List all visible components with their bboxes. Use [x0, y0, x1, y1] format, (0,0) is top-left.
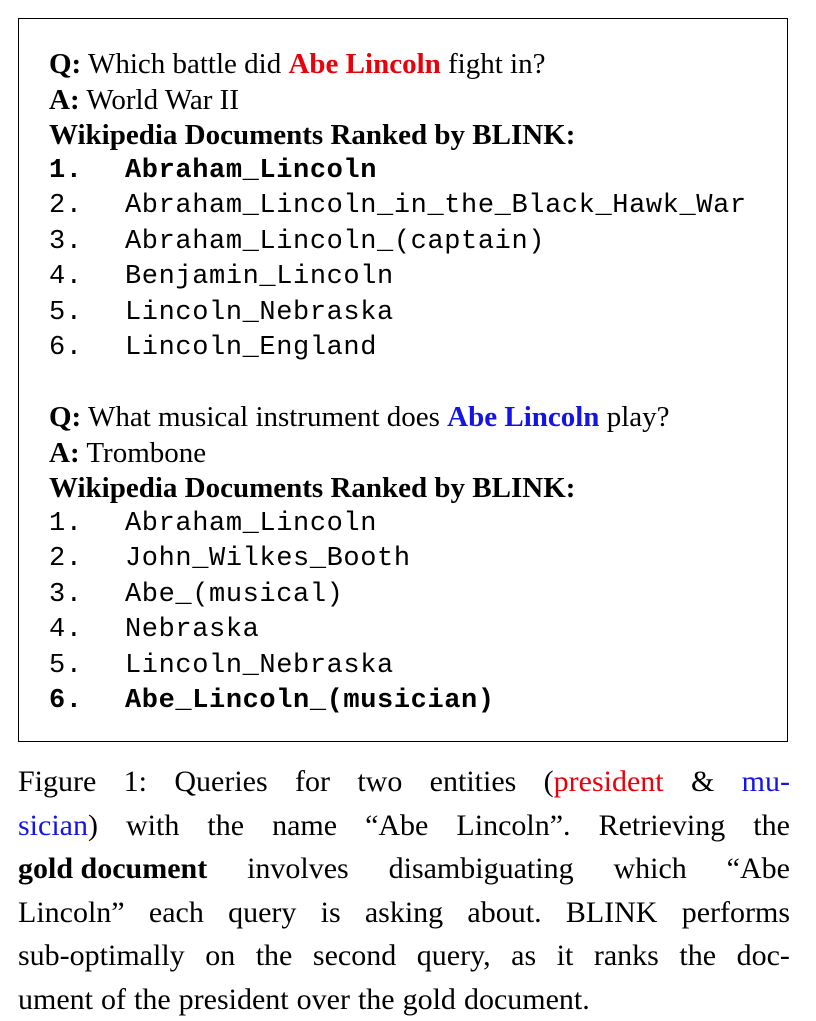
ranked-item — [49, 154, 789, 190]
caption-word: with — [126, 804, 179, 848]
caption-word: gold document — [18, 847, 207, 891]
ranked-item — [49, 260, 789, 296]
query-block-musician — [49, 400, 789, 720]
caption-word: sician) — [18, 804, 98, 848]
document-title: Abraham_Lincoln — [125, 509, 377, 539]
caption-word: as — [511, 934, 536, 978]
rank-number: 5. — [49, 649, 125, 685]
caption-word: is — [321, 891, 341, 935]
ranked-item — [49, 649, 789, 685]
caption-word: the — [207, 804, 244, 848]
question-entity: Abe Lincoln — [447, 401, 599, 433]
caption-word: for — [295, 760, 330, 804]
caption-word: “Abe — [365, 804, 428, 848]
question-prefix: Q: — [49, 48, 81, 80]
document-title: Lincoln_England — [125, 333, 377, 363]
caption-word: query — [228, 891, 296, 935]
caption-word: the — [134, 978, 171, 1021]
ranked-list — [49, 507, 789, 720]
caption-word: entities — [430, 760, 517, 804]
rank-number: 3. — [49, 578, 125, 614]
caption-word: Figure — [18, 760, 96, 804]
answer-text: Trombone — [86, 437, 206, 469]
question-prefix: Q: — [49, 401, 81, 433]
caption-word: query, — [417, 934, 491, 978]
rank-number: 4. — [49, 613, 125, 649]
ranked-item — [49, 578, 789, 614]
caption-word: sub-optimally — [18, 934, 185, 978]
caption-word: asking — [365, 891, 443, 935]
caption-word: doc- — [737, 934, 790, 978]
caption-word: involves — [247, 847, 349, 891]
caption-word: ument — [18, 978, 93, 1021]
question-text-before: What musical instrument does — [88, 401, 440, 433]
question-text-after: play? — [607, 401, 670, 433]
caption-word: on — [205, 934, 235, 978]
caption-word: gold — [403, 978, 456, 1021]
caption-word: disambiguating — [389, 847, 574, 891]
answer-line — [49, 83, 789, 119]
caption-word: Retrieving — [599, 804, 726, 848]
document-title: Lincoln_Nebraska — [125, 298, 394, 328]
rank-number: 2. — [49, 542, 125, 578]
caption-line — [18, 934, 790, 978]
caption-word: Lincoln”. — [456, 804, 570, 848]
caption-word: document. — [464, 978, 590, 1021]
caption-word: performs — [682, 891, 790, 935]
caption-word: two — [357, 760, 402, 804]
caption-word: BLINK — [566, 891, 658, 935]
ranking-header: Wikipedia Documents Ranked by BLINK: — [49, 118, 789, 154]
document-title: Benjamin_Lincoln — [125, 262, 394, 292]
document-title: Abe_Lincoln_(musician) — [125, 686, 495, 716]
caption-word: which — [613, 847, 686, 891]
caption-word: Lincoln” — [18, 891, 125, 935]
document-title: Abraham_Lincoln_in_the_Black_Hawk_War — [125, 191, 747, 221]
ranking-header: Wikipedia Documents Ranked by BLINK: — [49, 471, 789, 507]
caption-word: (president — [544, 760, 664, 804]
caption-word: & — [691, 760, 714, 804]
caption-line — [18, 760, 790, 804]
rank-number: 6. — [49, 331, 125, 367]
caption-word: the — [753, 804, 790, 848]
question-line — [49, 47, 789, 83]
caption-word: ranks — [594, 934, 659, 978]
document-title: Lincoln_Nebraska — [125, 651, 394, 681]
document-title: Abe_(musical) — [125, 580, 343, 610]
rank-number: 4. — [49, 260, 125, 296]
document-title: Nebraska — [125, 615, 259, 645]
caption-word: second — [313, 934, 396, 978]
question-text-before: Which battle did — [88, 48, 281, 80]
caption-word: 1: — [124, 760, 147, 804]
ranked-item — [49, 507, 789, 543]
ranked-item — [49, 296, 789, 332]
document-title: Abraham_Lincoln — [125, 156, 377, 186]
rank-number: 3. — [49, 225, 125, 261]
question-text-after: fight in? — [448, 48, 545, 80]
caption-word: the — [358, 978, 395, 1021]
answer-text: World War II — [86, 84, 239, 116]
ranked-item — [49, 225, 789, 261]
ranked-item — [49, 684, 789, 720]
ranked-item — [49, 189, 789, 225]
caption-word: the — [256, 934, 293, 978]
caption-word: the — [679, 934, 716, 978]
caption-word: “Abe — [727, 847, 790, 891]
rank-number: 2. — [49, 189, 125, 225]
caption-word: mu- — [742, 760, 790, 804]
caption-word: name — [272, 804, 337, 848]
caption-word: president — [179, 978, 289, 1021]
document-title: John_Wilkes_Booth — [125, 544, 411, 574]
question-line — [49, 400, 789, 436]
rank-number: 1. — [49, 154, 125, 190]
question-entity: Abe Lincoln — [288, 48, 440, 80]
caption-word: of — [101, 978, 126, 1021]
figure-caption — [18, 760, 790, 1021]
caption-word: about. — [467, 891, 541, 935]
ranked-item — [49, 542, 789, 578]
caption-word: each — [149, 891, 204, 935]
answer-line — [49, 436, 789, 472]
caption-line — [18, 804, 790, 848]
caption-line — [18, 891, 790, 935]
ranked-item — [49, 613, 789, 649]
caption-line — [18, 847, 790, 891]
rank-number: 6. — [49, 684, 125, 720]
caption-word: Queries — [174, 760, 267, 804]
answer-prefix: A: — [49, 437, 80, 469]
ranked-item — [49, 331, 789, 367]
document-title: Abraham_Lincoln_(captain) — [125, 227, 545, 257]
rank-number: 5. — [49, 296, 125, 332]
caption-word: it — [557, 934, 574, 978]
caption-word: over — [297, 978, 350, 1021]
caption-line — [18, 978, 790, 1021]
ranked-list — [49, 154, 789, 367]
rank-number: 1. — [49, 507, 125, 543]
figure-box — [18, 18, 788, 742]
query-block-president — [49, 47, 789, 367]
answer-prefix: A: — [49, 84, 80, 116]
